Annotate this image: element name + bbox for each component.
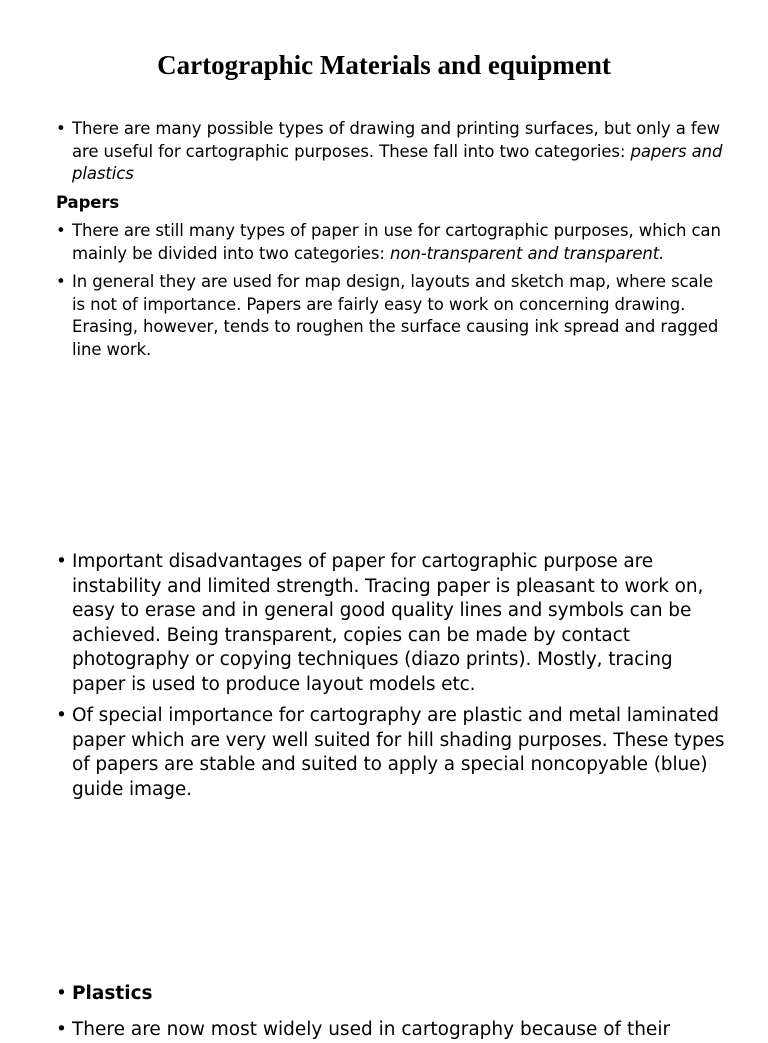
papers-bullet-text: There are still many types of paper in use for cartographic purposes, which can mainly be divided into two categories: <box>72 221 721 263</box>
plastics-heading: Plastics <box>72 983 153 1004</box>
list-item <box>0 704 768 802</box>
list-item <box>0 271 768 361</box>
bullet-icon: • <box>56 272 66 291</box>
intro-section <box>0 118 768 367</box>
papers-bullet-text: In general they are used for map design, layouts and sketch map, where scale is not of importance. Papers are fairly easy to work on concerning drawing. Erasing, however, tends to roughen the surface causing ink spread and ragged line work. <box>72 272 719 359</box>
list-item <box>0 550 768 697</box>
papers-bullet-emphasis: non-transparent and transparent. <box>390 243 665 263</box>
papers-heading: Papers <box>56 192 120 212</box>
bullet-icon: • <box>56 119 66 138</box>
list-item <box>0 982 768 1007</box>
plastics-section <box>0 982 768 1040</box>
paper-detail-text: Of special importance for cartography are plastic and metal laminated paper which are very well suited for hill shading purposes. These types of papers are stable and suited to apply a special noncopyable (blue) guide image. <box>72 705 725 800</box>
bullet-icon: • <box>56 1019 67 1040</box>
intro-text: There are many possible types of drawing and printing surfaces, but only a few are useful for cartographic purposes. These fall into two categories: <box>72 119 721 161</box>
bullet-icon: • <box>56 983 67 1004</box>
intro-emphasis: papers and plastics <box>72 141 723 183</box>
paper-detail-text: Important disadvantages of paper for cartographic purpose are instability and limited strength. Tracing paper is pleasant to work on, easy to erase and in general good quality lines and symbols can be achieved. Being transparent, copies can be made by contact photography or copying techniques (diazo prints). Mostly, tracing paper is used to produce layout models etc. <box>72 551 704 695</box>
paper-details-section <box>0 550 768 809</box>
bullet-icon: • <box>56 551 67 572</box>
bullet-icon: • <box>56 221 66 240</box>
list-item <box>0 220 768 265</box>
plastics-cut-text: There are now most widely used in cartography because of their <box>72 1019 671 1040</box>
page-title: Cartographic Materials and equipment <box>157 50 611 80</box>
bullet-icon: • <box>56 705 67 726</box>
list-item <box>0 118 768 186</box>
